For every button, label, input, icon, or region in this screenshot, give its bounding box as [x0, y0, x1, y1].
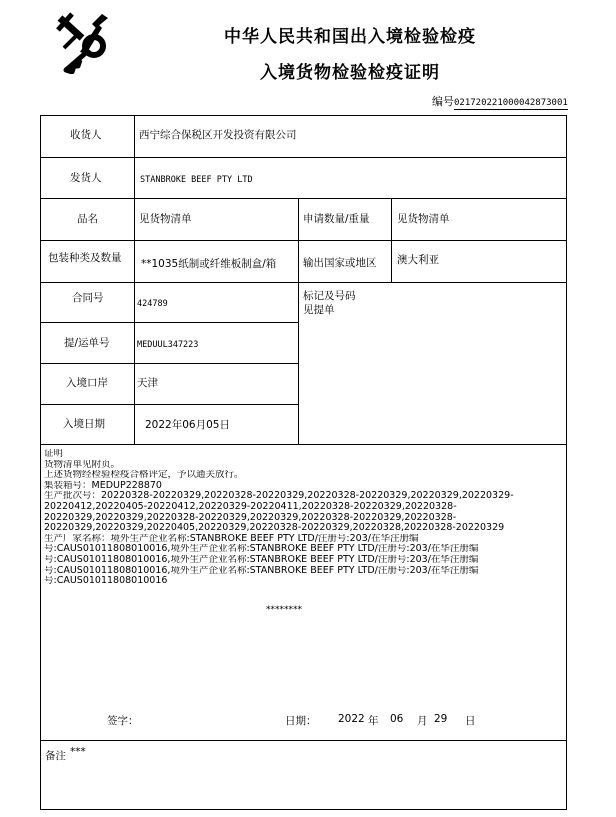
- cert-line: 20220329,20220329,20220328-20220329,20220329,20220328-20220329,20220328-: [44, 512, 457, 523]
- consignor-label: 发货人: [70, 172, 102, 184]
- table-rule: [40, 444, 567, 445]
- cert-line: 号:CAUS01011808010016: [44, 576, 168, 587]
- bl-value: MEDUUL347223: [137, 340, 199, 350]
- table-rule: [134, 115, 135, 444]
- entry-date-label: 入境日期: [63, 418, 105, 430]
- packing-label: 包装种类及数量: [48, 252, 122, 264]
- cert-no-value: 021720221000042873001: [454, 98, 568, 108]
- table-rule: [40, 740, 567, 741]
- table-rule: [40, 363, 298, 364]
- consignee-value: 西宁综合保税区开发投资有限公司: [139, 129, 297, 141]
- end-marker: ********: [266, 605, 302, 615]
- cert-line: 证明: [44, 449, 64, 459]
- cert-line: 20220329,20220329,20220405,20220329,20220328-20220329,20220328,20220328-20220329: [44, 523, 505, 534]
- table-rule: [391, 198, 392, 282]
- remarks-value: ***: [70, 746, 86, 758]
- sign-year: 2022: [338, 713, 365, 725]
- contract-label: 合同号: [72, 292, 104, 304]
- port-value: 天津: [137, 377, 158, 389]
- table-rule: [40, 157, 567, 158]
- bl-label: 提/运单号: [64, 337, 110, 349]
- certificate-statement: [44, 449, 564, 587]
- cert-line: 集装箱号：MEDUP228870: [44, 480, 162, 491]
- entry-date-value: 2022年06月05日: [145, 419, 230, 431]
- marks-value: 见提单: [303, 304, 335, 316]
- cert-line: 20220412,20220405-20220412,20220329-20220411,20220328-20220329,20220328-: [44, 501, 457, 512]
- cert-line: 货物清单见附页。: [44, 459, 121, 470]
- cert-line: 号:CAUS01011808010016,境外生产企业名称:STANBROKE BEEF PTY LTD/注册号:203/在华注册编: [44, 565, 479, 576]
- cert-line: 生产批次号：20220328-20220329,20220328-20220329,20220328-20220329,20220329,20220329-: [44, 491, 514, 502]
- ciq-emblem-logo: [52, 8, 118, 74]
- cert-line: 号:CAUS01011808010016,境外生产企业名称:STANBROKE BEEF PTY LTD/注册号:203/在华注册编: [44, 554, 479, 565]
- goods-label: 品名: [77, 213, 98, 225]
- table-rule: [40, 282, 567, 283]
- table-rule: [298, 198, 299, 444]
- quantity-label: 申请数量/重量: [303, 213, 370, 225]
- packing-value: **1035纸制或纤维板制盒/箱: [141, 258, 277, 270]
- date-label: 日期：: [285, 715, 317, 727]
- sign-month-unit: 月: [417, 715, 428, 727]
- sign-day-unit: 日: [465, 715, 476, 727]
- consignee-label: 收货人: [70, 129, 102, 141]
- table-rule: [40, 322, 298, 323]
- contract-value: 424789: [137, 299, 168, 309]
- cert-no-label: 编号: [432, 95, 454, 108]
- table-rule: [40, 198, 567, 199]
- table-rule: [40, 240, 567, 241]
- remarks-label: 备注: [45, 750, 66, 762]
- cert-line: 上述货物经检验检疫合格评定，予以通关放行。: [44, 470, 244, 481]
- quantity-value: 见货物清单: [397, 213, 450, 225]
- goods-value: 见货物清单: [139, 213, 192, 225]
- port-label: 入境口岸: [66, 377, 108, 389]
- origin-value: 澳大利亚: [397, 254, 439, 266]
- sign-month: 06: [390, 713, 404, 725]
- sign-year-unit: 年: [368, 715, 379, 727]
- document-subtitle: 入境货物检验检疫证明: [260, 63, 440, 83]
- table-rule: [40, 404, 298, 405]
- signature-label: 签字：: [107, 715, 139, 727]
- sign-day: 29: [434, 713, 448, 725]
- cert-line: 生产厂家名称：境外生产企业名称:STANBROKE BEEF PTY LTD/注册号:203/在华注册编: [44, 533, 419, 544]
- document-title: 中华人民共和国出入境检验检疫: [224, 27, 476, 47]
- certificate-number: [432, 93, 568, 109]
- cert-line: 号:CAUS01011808010016,境外生产企业名称:STANBROKE BEEF PTY LTD/注册号:203/在华注册编: [44, 544, 479, 555]
- marks-label: 标记及号码: [303, 290, 356, 302]
- origin-label: 输出国家或地区: [303, 257, 377, 269]
- consignor-value: STANBROKE BEEF PTY LTD: [140, 175, 253, 185]
